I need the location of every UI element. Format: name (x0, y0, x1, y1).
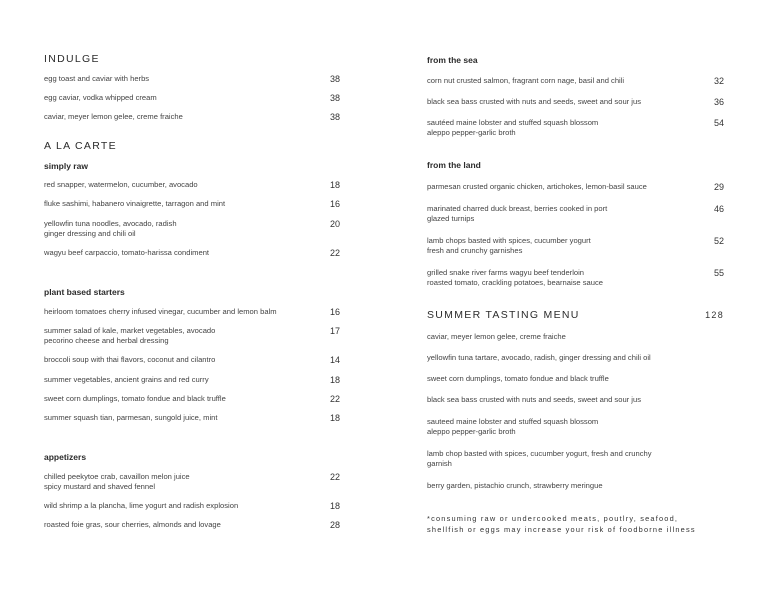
item-description: broccoli soup with thai flavors, coconut and cilantro (44, 355, 216, 364)
menu-item (427, 118, 724, 138)
item-price: 36 (713, 97, 724, 107)
menu-item (44, 355, 340, 365)
item-price: 54 (713, 118, 724, 128)
item-description: chilled peekytoe crab, cavaillon melon juice (44, 472, 190, 481)
menu-item (44, 180, 340, 190)
item-description-line2: aleppo pepper-garlic broth (427, 427, 516, 436)
menu-item (427, 182, 724, 192)
menu-item (44, 501, 340, 511)
menu-item (44, 307, 340, 317)
item-description: summer squash tian, parmesan, sungold juice, mint (44, 413, 218, 422)
item-description: sauteed maine lobster and stuffed squash blossom (427, 417, 599, 426)
from-the-sea-heading: from the sea (427, 55, 478, 65)
item-price: 52 (713, 236, 724, 246)
item-description: yellowfin tuna noodles, avocado, radish (44, 219, 177, 228)
item-description: lamb chop basted with spices, cucumber yogurt, fresh and crunchy (427, 449, 652, 458)
item-price: 22 (329, 472, 340, 482)
menu-item (427, 204, 724, 224)
menu-item (427, 268, 724, 288)
item-price: 18 (329, 413, 340, 423)
tasting-menu-title-text: SUMMER TASTING MENU (427, 309, 580, 321)
item-description: yellowfin tuna tartare, avocado, radish, ginger dressing and chili oil (427, 353, 651, 362)
menu-item (427, 76, 724, 86)
item-description: black sea bass crusted with nuts and seeds, sweet and sour jus (427, 395, 642, 404)
from-the-land-heading: from the land (427, 160, 481, 170)
item-description-line2: aleppo pepper-garlic broth (427, 128, 516, 137)
item-description: corn nut crusted salmon, fragrant corn nage, basil and chili (427, 76, 625, 85)
simply-raw-heading: simply raw (44, 161, 88, 171)
item-description: heirloom tomatoes cherry infused vinegar, cucumber and lemon balm (44, 307, 277, 316)
item-description: summer salad of kale, market vegetables, avocado (44, 326, 216, 335)
item-price: 22 (329, 248, 340, 258)
item-description: marinated charred duck breast, berries cooked in port (427, 204, 608, 213)
item-description: lamb chops basted with spices, cucumber yogurt (427, 236, 591, 245)
item-description: wagyu beef carpaccio, tomato-harissa condiment (44, 248, 210, 257)
item-description: caviar, meyer lemon gelee, creme fraiche (427, 332, 566, 341)
plant-based-heading: plant based starters (44, 287, 125, 297)
indulge-title: INDULGE (44, 53, 100, 65)
menu-item (44, 199, 340, 209)
menu-item (44, 394, 340, 404)
item-price: 14 (329, 355, 340, 365)
item-price: 46 (713, 204, 724, 214)
item-price: 18 (329, 180, 340, 190)
tasting-item (427, 353, 724, 363)
menu-item (44, 112, 340, 122)
appetizers-heading: appetizers (44, 452, 87, 462)
tasting-menu-title (427, 309, 724, 321)
item-price: 18 (329, 375, 340, 385)
item-price: 16 (329, 307, 340, 317)
item-description-line2: glazed turnips (427, 214, 475, 223)
item-description-line2: spicy mustard and shaved fennel (44, 482, 156, 491)
tasting-item (427, 449, 724, 469)
item-price: 18 (329, 501, 340, 511)
item-description-line2: ginger dressing and chili oil (44, 229, 136, 238)
tasting-item (427, 332, 724, 342)
item-price: 38 (329, 93, 340, 103)
menu-item (427, 97, 724, 107)
item-description-line2: roasted tomato, crackling potatoes, bearnaise sauce (427, 278, 604, 287)
item-description: caviar, meyer lemon gelee, creme fraiche (44, 112, 183, 121)
item-price: 32 (713, 76, 724, 86)
item-description: sautéed maine lobster and stuffed squash blossom (427, 118, 599, 127)
item-description: fluke sashimi, habanero vinaigrette, tarragon and mint (44, 199, 226, 208)
menu-item (44, 326, 340, 346)
menu-item (427, 236, 724, 256)
menu-item (44, 74, 340, 84)
item-price: 20 (329, 219, 340, 229)
foodborne-illness-notice (427, 513, 724, 535)
item-description: summer vegetables, ancient grains and red curry (44, 375, 209, 384)
item-description: grilled snake river farms wagyu beef tenderloin (427, 268, 585, 277)
item-description: egg caviar, vodka whipped cream (44, 93, 157, 102)
a-la-carte-title: A LA CARTE (44, 140, 117, 152)
tasting-item (427, 374, 724, 384)
menu-item (44, 248, 340, 258)
item-price: 38 (329, 112, 340, 122)
item-price: 55 (713, 268, 724, 278)
menu-item (44, 219, 340, 239)
item-price: 28 (329, 520, 340, 530)
item-description: roasted foie gras, sour cherries, almonds and lovage (44, 520, 221, 529)
item-price: 22 (329, 394, 340, 404)
item-description: wild shrimp a la plancha, lime yogurt and radish explosion (44, 501, 239, 510)
item-description: sweet corn dumplings, tomato fondue and black truffle (44, 394, 226, 403)
item-price: 16 (329, 199, 340, 209)
tasting-item (427, 395, 724, 405)
item-price: 29 (713, 182, 724, 192)
item-description: red snapper, watermelon, cucumber, avocado (44, 180, 198, 189)
tasting-menu-price: 128 (705, 310, 724, 320)
item-price: 17 (329, 326, 340, 336)
notice-line-2: shellfish or eggs may increase your risk of foodborne illness (427, 525, 696, 534)
menu-item (44, 472, 340, 492)
menu-item (44, 413, 340, 423)
tasting-item (427, 481, 724, 491)
item-description: parmesan crusted organic chicken, artichokes, lemon-basil sauce (427, 182, 647, 191)
item-price: 38 (329, 74, 340, 84)
item-description: berry garden, pistachio crunch, strawberry meringue (427, 481, 603, 490)
item-description-line2: garnish (427, 459, 452, 468)
notice-line-1: *consuming raw or undercooked meats, poutlry, seafood, (427, 514, 679, 523)
item-description: black sea bass crusted with nuts and seeds, sweet and sour jus (427, 97, 642, 106)
item-description-line2: fresh and crunchy garnishes (427, 246, 523, 255)
menu-item (44, 93, 340, 103)
item-description: sweet corn dumplings, tomato fondue and black truffle (427, 374, 609, 383)
menu-item (44, 520, 340, 530)
tasting-item (427, 417, 724, 437)
item-description-line2: pecorino cheese and herbal dressing (44, 336, 169, 345)
menu-item (44, 375, 340, 385)
item-description: egg toast and caviar with herbs (44, 74, 150, 83)
